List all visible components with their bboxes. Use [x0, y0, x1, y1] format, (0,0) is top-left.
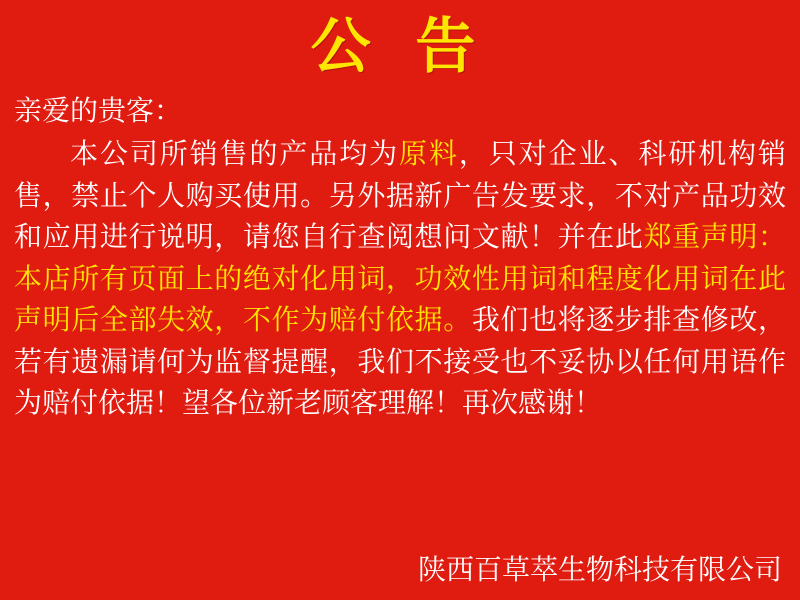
company-signature: 陕西百草萃生物科技有限公司: [417, 554, 782, 585]
page-title: 公 告: [310, 13, 490, 80]
announcement-body: [0, 80, 800, 424]
highlight-solemn-statement: 郑重声明：本店所有页面上的绝对化用词，功效性用词和程度化用词在此声明后全部失效，不作为赔付依据。: [14, 221, 786, 336]
paragraph-segment-3: 我们也将逐步排查修改，若有遗漏请何为监督提醒，我们不接受也不妥协以任何用语作为赔付依据！望各位新老顾客理解！再次感谢！: [14, 304, 786, 419]
paragraph-segment-1: 本公司所销售的产品均为: [70, 138, 400, 170]
salutation: 亲爱的贵客：: [14, 95, 183, 126]
highlight-raw-material: 原料: [399, 138, 459, 170]
announcement-paragraph: [14, 133, 786, 423]
paragraph-segment-2: ，只对企业、科研机构销售，禁止个人购买使用。另外据新广告发要求，不对产品功效和应用进行说明，请您自行查阅想问文献！并在此: [14, 138, 786, 253]
